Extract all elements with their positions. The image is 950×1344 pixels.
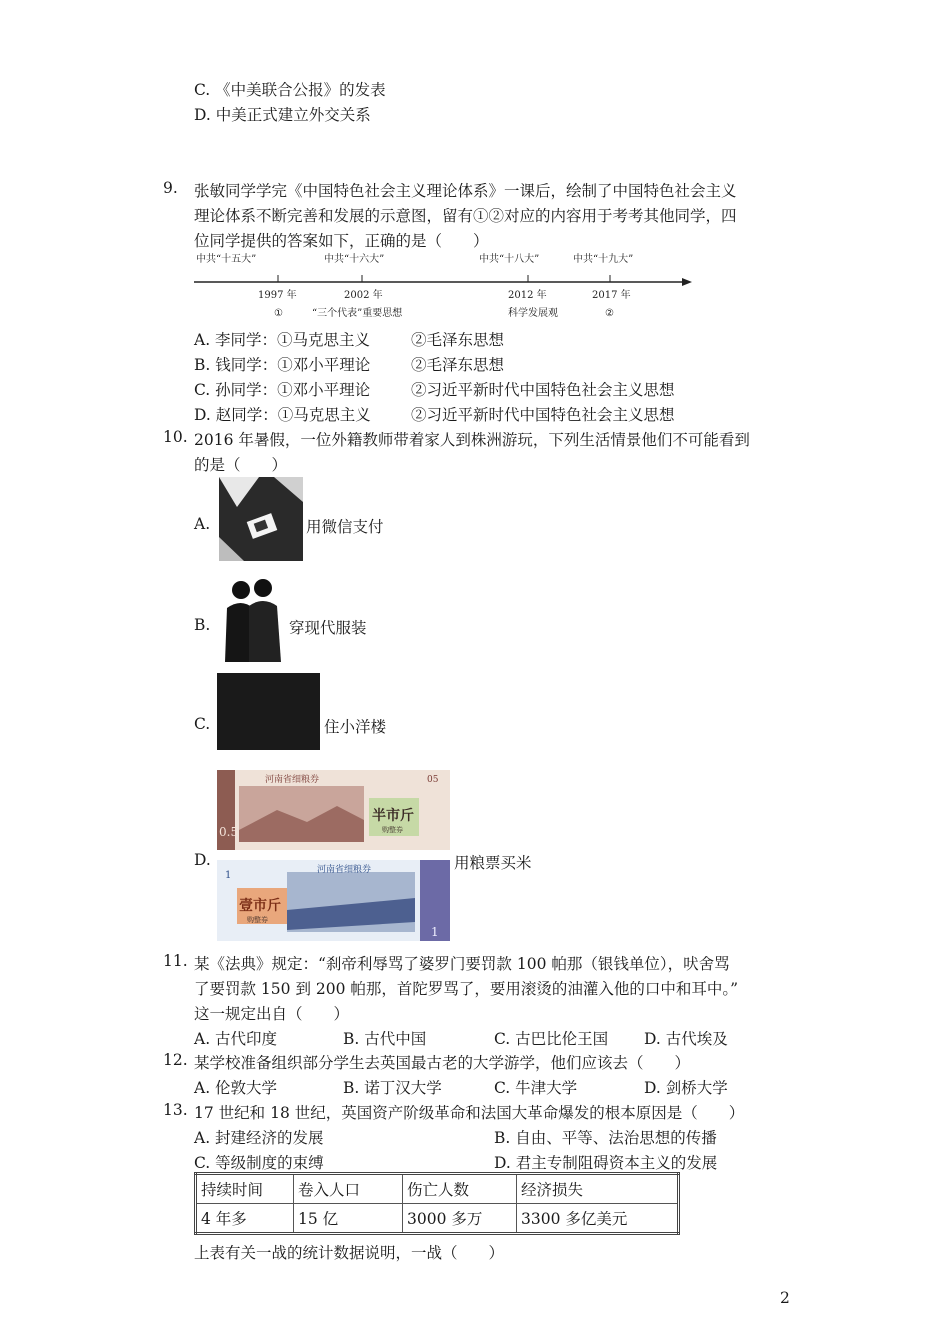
western-house-photo (217, 673, 320, 750)
option-c-letter: C. (194, 715, 211, 733)
question-text-line: 了要罚款 150 到 200 帕那，首陀罗骂了，要用滚烫的油灌入他的口中和耳中。” (194, 980, 739, 998)
table-header-cell: 经济损失 (517, 1174, 679, 1204)
option-c: C. 古巴比伦王国 (494, 1030, 609, 1048)
option-d-letter: D. (194, 851, 211, 869)
question-text-line: 2016 年暑假，一位外籍教师带着家人到株洲游玩，下列生活情景他们不可能看到 (194, 431, 750, 449)
option-d-text: 用粮票买米 (454, 854, 532, 872)
option-d: D. 剑桥大学 (644, 1079, 728, 1097)
page-number: 2 (780, 1289, 790, 1307)
table-cell: 4 年多 (196, 1204, 294, 1234)
question-text-line: 的是（ ） (194, 456, 288, 474)
table-cell: 3300 多亿美元 (517, 1204, 679, 1234)
grain-coupon-photo (217, 770, 450, 941)
table-header-cell: 持续时间 (196, 1174, 294, 1204)
ticket-top-side: 0.5 (219, 825, 239, 839)
question-number: 11. (163, 952, 188, 970)
congress-19-label: 中共“十九大” (573, 254, 634, 265)
option-c: C. 等级制度的束缚 (194, 1154, 324, 1172)
ticket-top-note: 购整券 (382, 826, 403, 834)
ticket-top-corner: 05 (427, 775, 439, 785)
option-a: A. 李同学：①马克思主义 (194, 331, 371, 349)
option-b: B. 自由、平等、法治思想的传播 (494, 1129, 717, 1147)
scientific-outlook-label: 科学发展观 (508, 308, 558, 319)
modern-clothing-photo (219, 576, 285, 662)
option-b-answer: ②毛泽东思想 (411, 356, 505, 374)
option-c: C. 牛津大学 (494, 1079, 578, 1097)
option-c-prev: C. 《中美联合公报》的发表 (194, 81, 386, 99)
option-a-text: 用微信支付 (306, 518, 384, 536)
ticket-bottom-side: 1 (431, 925, 439, 939)
question-number: 10. (163, 428, 188, 446)
question-text-line: 理论体系不断完善和发展的示意图，留有①②对应的内容用于考考其他同学，四 (194, 207, 737, 225)
option-a-answer: ②毛泽东思想 (411, 331, 505, 349)
table-header-cell: 伤亡人数 (403, 1174, 517, 1204)
question-text: 某学校准备组织部分学生去英国最古老的大学游学，他们应该去（ ） (194, 1054, 691, 1072)
ticket-bottom-corner: 1 (225, 870, 232, 881)
question-text-line: 某《法典》规定：“刹帝利辱骂了婆罗门要罚款 100 帕那（银钱单位），吠舍骂 (194, 955, 730, 973)
congress-16-label: 中共“十六大” (324, 254, 385, 265)
ticket-top-amount: 半市斤 (372, 808, 414, 824)
congress-18-label: 中共“十八大” (479, 254, 540, 265)
table-row (196, 1204, 679, 1234)
option-d: D. 古代埃及 (644, 1030, 728, 1048)
table-header-cell: 卷入人口 (294, 1174, 403, 1204)
option-b: B. 诺丁汉大学 (343, 1079, 442, 1097)
question-text: 17 世纪和 18 世纪，英国资产阶级革命和法国大革命爆发的根本原因是（ ） (194, 1104, 745, 1122)
ticket-bottom-note: 购整券 (247, 916, 268, 924)
ticket-bottom-issuer: 河南省细粮券 (317, 865, 372, 875)
table-cell: 3000 多万 (403, 1204, 517, 1234)
option-c: C. 孙同学：①邓小平理论 (194, 381, 371, 399)
year-1997: 1997 年 (258, 290, 297, 301)
blank-2: ② (605, 308, 614, 319)
question-number: 12. (163, 1051, 188, 1069)
option-a: A. 伦敦大学 (194, 1079, 278, 1097)
question-14-text: 上表有关一战的统计数据说明，一战（ ） (194, 1244, 505, 1262)
table-cell: 15 亿 (294, 1204, 403, 1234)
option-a: A. 古代印度 (194, 1030, 278, 1048)
option-d: D. 赵同学：①马克思主义 (194, 406, 371, 424)
option-d-answer: ②习近平新时代中国特色社会主义思想 (411, 406, 675, 424)
table-header-row (196, 1174, 679, 1204)
congress-15-label: 中共“十五大” (196, 254, 257, 265)
timeline-diagram (190, 248, 700, 324)
ticket-bottom-amount: 壹市斤 (239, 898, 281, 914)
option-b: B. 钱同学：①邓小平理论 (194, 356, 371, 374)
question-text-line: 张敏同学学完《中国特色社会主义理论体系》一课后，绘制了中国特色社会主义 (194, 182, 737, 200)
ww1-stats-table (194, 1172, 680, 1235)
ticket-top-issuer: 河南省细粮券 (265, 775, 320, 785)
option-b: B. 古代中国 (343, 1030, 427, 1048)
year-2012: 2012 年 (508, 290, 547, 301)
option-b-letter: B. (194, 616, 211, 634)
option-a: A. 封建经济的发展 (194, 1129, 324, 1147)
option-c-text: 住小洋楼 (324, 718, 387, 736)
option-a-letter: A. (194, 515, 211, 533)
question-text-line: 位同学提供的答案如下，正确的是（ ） (194, 232, 489, 250)
option-d-prev: D. 中美正式建立外交关系 (194, 106, 371, 124)
option-b-text: 穿现代服装 (289, 619, 367, 637)
year-2017: 2017 年 (592, 290, 631, 301)
wechat-pay-photo (219, 477, 303, 561)
question-number: 9. (163, 179, 178, 197)
option-d: D. 君主专制阻碍资本主义的发展 (494, 1154, 718, 1172)
three-represents-label: “三个代表”重要思想 (312, 308, 403, 319)
question-text-line: 这一规定出自（ ） (194, 1005, 350, 1023)
question-number: 13. (163, 1101, 188, 1119)
blank-1: ① (274, 308, 283, 319)
year-2002: 2002 年 (344, 290, 383, 301)
option-c-answer: ②习近平新时代中国特色社会主义思想 (411, 381, 675, 399)
